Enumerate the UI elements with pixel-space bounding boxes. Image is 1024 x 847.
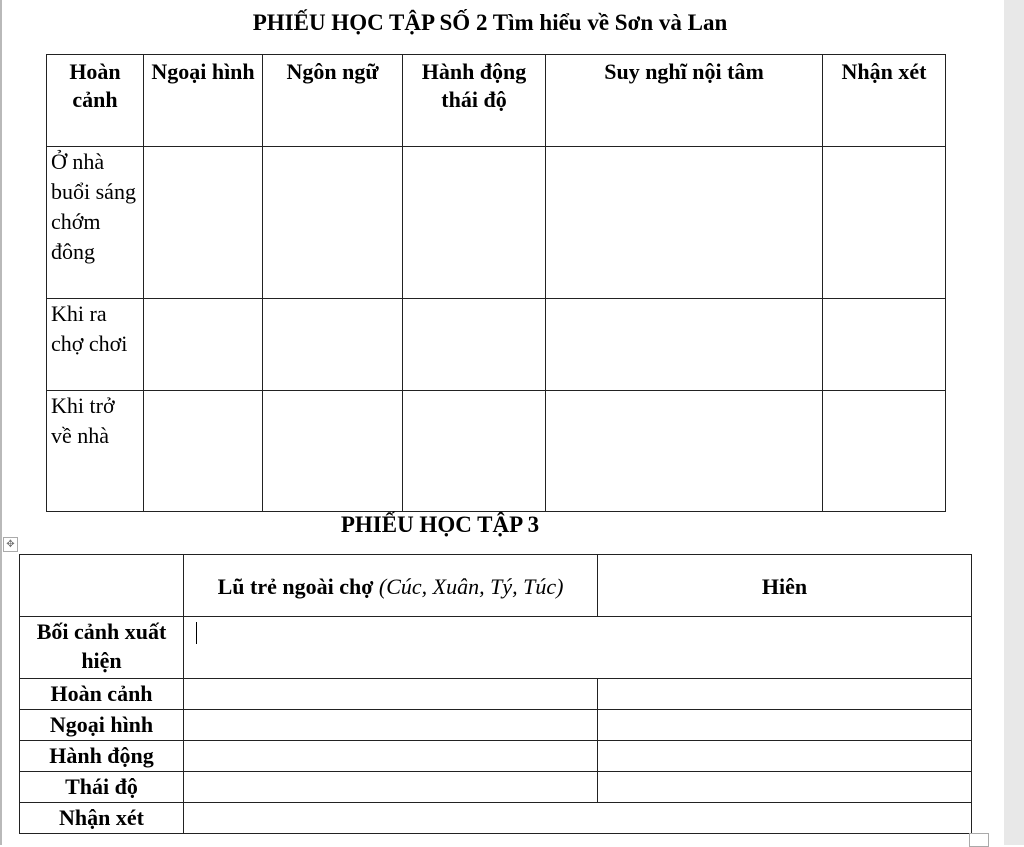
- sheet2-title: PHIẾU HỌC TẬP SỐ 2 Tìm hiểu về Sơn và Lan: [252, 10, 728, 35]
- table-cell[interactable]: [144, 299, 263, 391]
- table-cell[interactable]: [546, 391, 823, 512]
- table-cell-active[interactable]: [184, 617, 972, 679]
- table-cell[interactable]: [263, 391, 403, 512]
- text-cursor: [196, 622, 197, 644]
- sheet2-table: [46, 54, 946, 512]
- sheet3-corner-cell[interactable]: [20, 555, 184, 617]
- sheet2-col-header: Hoàn cảnh: [47, 55, 144, 147]
- sheet3-row-header: Ngoại hình: [20, 710, 184, 741]
- table-cell[interactable]: [184, 710, 598, 741]
- sheet2-col-header: Nhận xét: [823, 55, 946, 147]
- sheet3-row-header: Bối cảnh xuất hiện: [20, 617, 184, 679]
- table-cell[interactable]: [184, 803, 972, 834]
- sheet2-col-header: Suy nghĩ nội tâm: [546, 55, 823, 147]
- table-move-handle-icon[interactable]: ✥: [3, 537, 18, 552]
- table-cell[interactable]: [144, 147, 263, 299]
- table-cell[interactable]: [184, 679, 598, 710]
- children-names: (Cúc, Xuân, Tý, Túc): [378, 573, 564, 599]
- sheet3-col-header-children: [184, 555, 598, 617]
- table-cell[interactable]: [263, 147, 403, 299]
- table-cell[interactable]: [598, 679, 972, 710]
- sheet3-col-header-hien: Hiên: [598, 555, 972, 617]
- table-cell[interactable]: [546, 299, 823, 391]
- sheet2-row-header: Khi ra chợ chơi: [47, 299, 144, 391]
- table-cell[interactable]: [403, 391, 546, 512]
- sheet2-col-header: Ngoại hình: [144, 55, 263, 147]
- sheet2-col-header: Hành động thái độ: [403, 55, 546, 147]
- table-cell[interactable]: [403, 299, 546, 391]
- sheet3-row-header: Hành động: [20, 741, 184, 772]
- sheet2-row-header: Ở nhà buổi sáng chớm đông: [47, 147, 144, 299]
- table-cell[interactable]: [823, 299, 946, 391]
- sheet3-row-header: Hoàn cảnh: [20, 679, 184, 710]
- sheet2-row-header: Khi trở về nhà: [47, 391, 144, 512]
- table-cell[interactable]: [598, 772, 972, 803]
- vertical-scrollbar[interactable]: [1004, 0, 1024, 845]
- table-cell[interactable]: [403, 147, 546, 299]
- page-left-edge: [0, 0, 2, 845]
- sheet3-row-header: Thái độ: [20, 772, 184, 803]
- table-cell[interactable]: [598, 741, 972, 772]
- table-cell[interactable]: [823, 391, 946, 512]
- children-label: Lũ trẻ ngoài chợ: [217, 573, 374, 599]
- sheet3-table: [19, 554, 972, 834]
- sheet2-col-header: Ngôn ngữ: [263, 55, 403, 147]
- table-cell[interactable]: [184, 772, 598, 803]
- table-cell[interactable]: [546, 147, 823, 299]
- sheet3-title: PHIẾU HỌC TẬP 3: [340, 512, 540, 537]
- table-cell[interactable]: [263, 299, 403, 391]
- table-cell[interactable]: [184, 741, 598, 772]
- sheet3-row-header: Nhận xét: [20, 803, 184, 834]
- table-cell[interactable]: [823, 147, 946, 299]
- table-cell[interactable]: [144, 391, 263, 512]
- table-cell[interactable]: [598, 710, 972, 741]
